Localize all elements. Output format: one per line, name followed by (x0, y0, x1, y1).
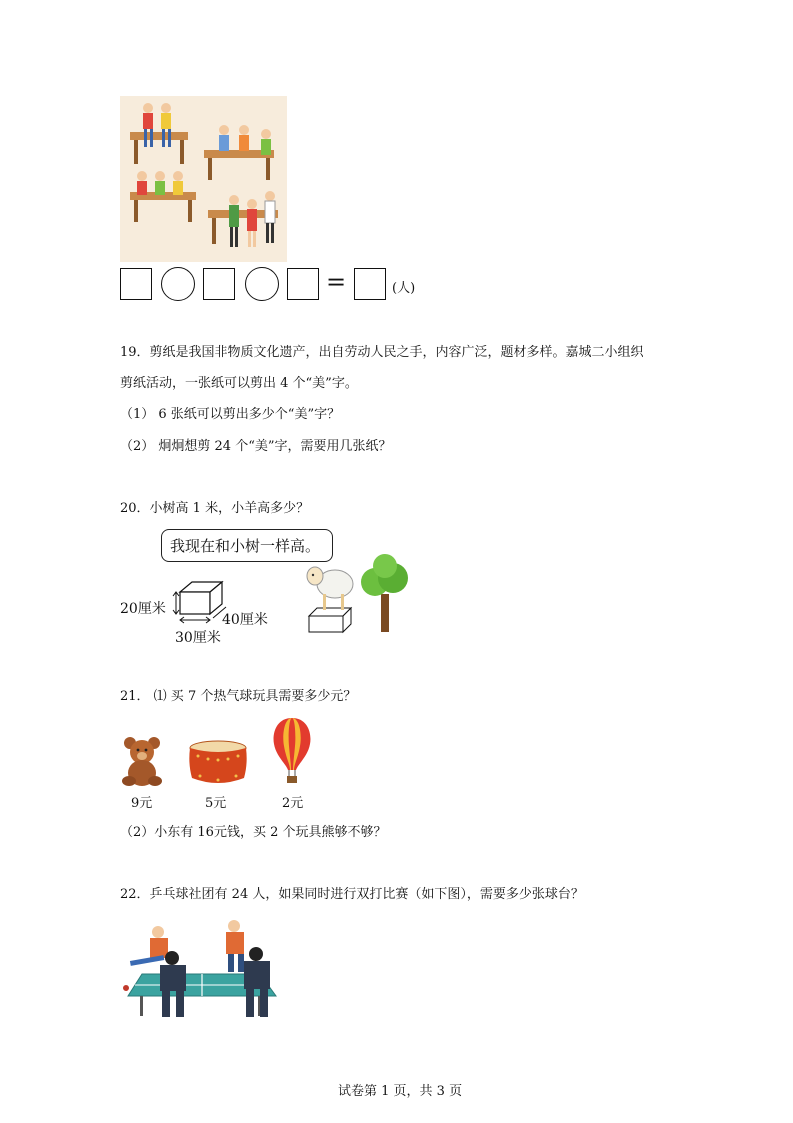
operator-circle-1[interactable] (161, 267, 195, 301)
equals-sign: = (326, 268, 347, 296)
page-footer: 试卷第 1 页，共 3 页 (338, 1084, 463, 1099)
hot-air-balloon-icon (270, 716, 314, 786)
sheep-and-tree-illustration (303, 554, 413, 638)
unit-label: (人) (392, 281, 416, 296)
classroom-illustration (120, 96, 287, 262)
ping-pong-doubles-illustration (120, 918, 282, 1022)
height-label: 20厘米 (120, 601, 166, 617)
q19-stem-line1: 19．剪纸是我国非物质文化遗产，出自劳动人民之手，内容广泛，题材多样。嘉城二小组织 (120, 345, 644, 360)
drum-icon (188, 740, 248, 786)
q19-sub2: （2） 炯炯想剪 24 个“美”字，需要用几张纸？ (120, 439, 392, 454)
teddy-bear-icon (120, 735, 164, 787)
drum-price: 5元 (205, 796, 227, 811)
answer-box-3[interactable] (287, 268, 319, 300)
width-label: 30厘米 (175, 630, 221, 646)
speech-text: 我现在和小树一样高。 (170, 537, 321, 555)
q22-stem: 22．乒乓球社团有 24 人，如果同时进行双打比赛（如下图），需要多少张球台？ (120, 887, 584, 902)
answer-box-1[interactable] (120, 268, 152, 300)
bear-price: 9元 (131, 796, 153, 811)
depth-label: 40厘米 (222, 612, 268, 628)
answer-box-result[interactable] (354, 268, 386, 300)
q19-sub1: （1） 6 张纸可以剪出多少个“美”字？ (120, 407, 341, 422)
answer-box-2[interactable] (203, 268, 235, 300)
operator-circle-2[interactable] (245, 267, 279, 301)
balloon-price: 2元 (282, 796, 304, 811)
q19-stem-line2: 剪纸活动，一张纸可以剪出 4 个“美”字。 (120, 376, 358, 391)
q21-stem: 21． ⑴ 买 7 个热气球玩具需要多少元？ (120, 689, 357, 704)
q21-sub2: （2）小东有 16元钱，买 2 个玩具熊够不够？ (120, 825, 387, 840)
q20-stem: 20．小树高 1 米，小羊高多少？ (120, 501, 310, 516)
